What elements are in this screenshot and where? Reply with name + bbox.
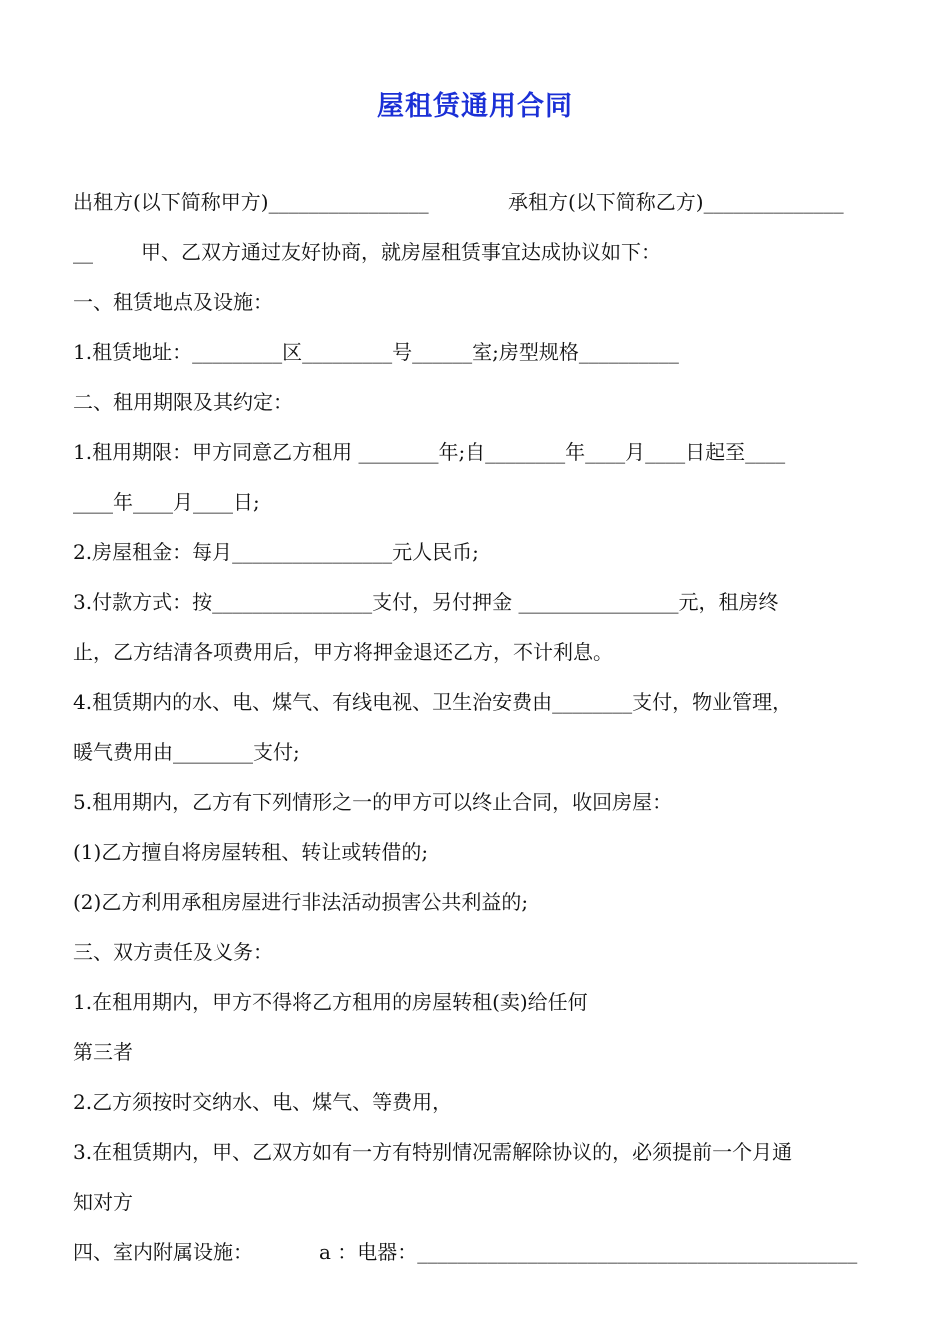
continued-blank: __ [73,240,93,264]
contract-line: 暖气费用由________支付; [73,740,300,764]
facilities-line [73,1238,879,1266]
contract-line: 5.租用期内，乙方有下列情形之一的甲方可以终止合同，收回房屋： [73,790,673,814]
document-title: 屋租赁通用合同 [377,91,573,122]
intro-text: 甲、乙双方通过友好协商，就房屋租赁事宜达成协议如下： [141,240,661,264]
contract-line: (2)乙方利用承租房屋进行非法活动损害公共利益的; [73,890,529,914]
contract-line: 2.房屋租金：每月________________元人民币; [73,540,479,564]
section-heading: 二、租用期限及其约定： [73,390,293,414]
section-heading: 三、双方责任及义务： [73,940,273,964]
contract-line: ____年____月____日; [73,490,260,514]
appliances-field: a ：电器：____________________________________________ [319,1240,858,1264]
contract-line: 3.在租赁期内，甲、乙双方如有一方有特别情况需解除协议的，必须提前一个月通 [73,1140,793,1164]
contract-line: 1.租用期限：甲方同意乙方租用 ________年;自________年____月____日起至____ [73,440,786,464]
intro-line [73,238,879,266]
party-line [73,188,879,216]
contract-line: 4.租赁期内的水、电、煤气、有线电视、卫生治安费由________支付，物业管理， [73,690,793,714]
lessor-field: 出租方(以下简称甲方)________________ [73,190,429,214]
contract-line: 知对方 [73,1190,133,1214]
contract-line: 第三者 [73,1040,133,1064]
lessee-field: 承租方(以下简称乙方)______________ [508,190,844,214]
contract-line: 3.付款方式：按________________支付，另付押金 ________________元，租房终 [73,590,779,614]
section-heading: 一、租赁地点及设施： [73,290,273,314]
contract-line: 2.乙方须按时交纳水、电、煤气、等费用， [73,1090,453,1114]
contract-line: 止，乙方结清各项费用后，甲方将押金退还乙方，不计利息。 [73,640,613,664]
contract-line: 1.租赁地址：_________区_________号______室;房型规格__________ [73,340,679,364]
contract-line: 1.在租用期内，甲方不得将乙方租用的房屋转租(卖)给任何 [73,990,588,1014]
section-heading: 四、室内附属设施： [73,1240,253,1264]
contract-line: (1)乙方擅自将房屋转租、转让或转借的; [73,840,429,864]
